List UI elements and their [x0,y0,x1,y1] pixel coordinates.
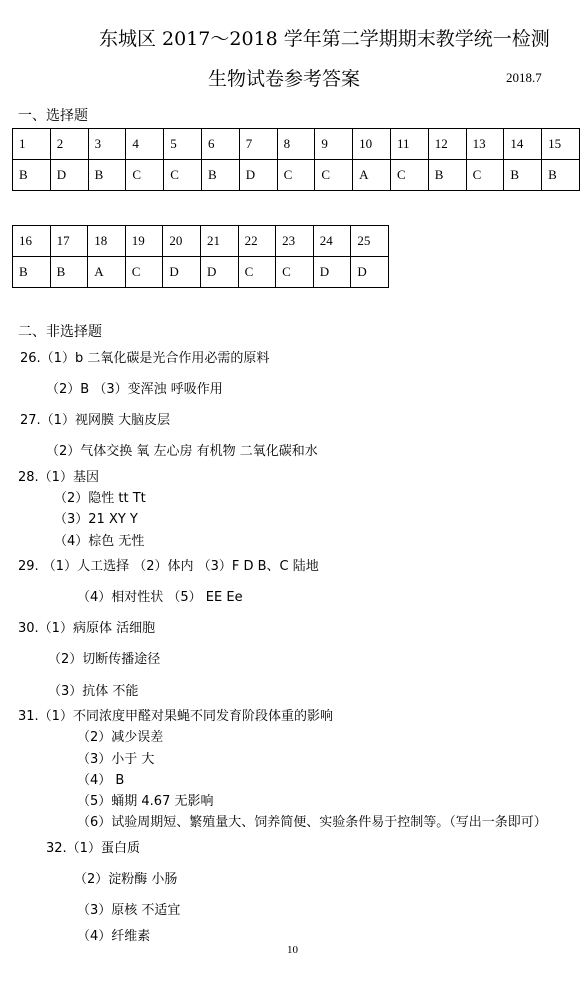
question-number-cell: 23 [276,226,314,257]
answer-line: （2）B （3）变浑浊 呼吸作用 [46,382,223,397]
question-number-cell: 1 [13,129,51,160]
answer-line: （2）气体交换 氧 左心房 有机物 二氧化碳和水 [46,444,318,459]
answer-line: （4）纤维素 [77,929,151,944]
answer-cell: C [126,160,164,191]
question-number-cell: 6 [201,129,239,160]
question-number-cell: 7 [239,129,277,160]
question-number-cell: 19 [125,226,163,257]
answer-line: （3）抗体 不能 [48,684,139,699]
question-number-cell: 25 [351,226,389,257]
answer-line: 26.（1）b 二氧化碳是光合作用必需的原料 [20,351,270,366]
answer-line: （4）棕色 无性 [54,534,145,549]
answer-cell: B [13,257,51,288]
question-number-cell: 13 [466,129,504,160]
answer-line: 32.（1）蛋白质 [46,841,140,856]
answer-line: （2）隐性 tt Tt [54,491,146,506]
question-number-cell: 10 [353,129,391,160]
question-number-cell: 2 [50,129,88,160]
question-number-cell: 24 [313,226,351,257]
document-date: 2018.7 [506,70,542,85]
question-number-cell: 17 [50,226,88,257]
answer-cell: B [88,160,126,191]
answer-line: （3）原核 不适宜 [77,903,181,918]
answer-cell: A [88,257,126,288]
question-number-cell: 8 [277,129,315,160]
answer-cell: D [239,160,277,191]
answer-cell: D [200,257,238,288]
answer-cell: C [238,257,276,288]
answer-line: 29. （1）人工选择 （2）体内 （3）F D B、C 陆地 [18,559,319,574]
question-number-row [13,226,389,257]
answer-line: （4）相对性状 （5） EE Ee [77,590,243,605]
document-title: 东城区 2017～2018 学年第二学期期末教学统一检测 [99,28,550,50]
answer-line: （4） B [77,773,125,788]
answer-line: （2）减少误差 [77,730,164,745]
answer-line: 30.（1）病原体 活细胞 [18,621,156,636]
answer-cell: C [277,160,315,191]
answer-line: 28.（1）基因 [18,470,99,485]
answer-cell: C [466,160,504,191]
page-number: 10 [287,944,298,956]
answer-line: （3）小于 大 [77,752,155,767]
question-number-cell: 16 [13,226,51,257]
answer-cell: B [13,160,51,191]
answer-line: 31.（1）不同浓度甲醛对果蝇不同发育阶段体重的影响 [18,709,333,724]
answer-cell: C [276,257,314,288]
answer-table-1 [12,128,580,191]
answer-cell: D [163,257,201,288]
answer-table-2 [12,225,389,288]
section-title-non-choice: 二、非选择题 [18,324,102,340]
answer-cell: C [125,257,163,288]
answer-cell: A [353,160,391,191]
question-number-cell: 22 [238,226,276,257]
answer-row [13,160,580,191]
answer-cell: B [504,160,542,191]
answer-line: 27.（1）视网膜 大脑皮层 [20,413,171,428]
question-number-cell: 20 [163,226,201,257]
question-number-cell: 3 [88,129,126,160]
question-number-cell: 15 [542,129,580,160]
answer-cell: B [428,160,466,191]
question-number-cell: 9 [315,129,353,160]
answer-cell: C [390,160,428,191]
question-number-cell: 21 [200,226,238,257]
answer-line: （5）蛹期 4.67 无影响 [77,794,214,809]
answer-cell: D [351,257,389,288]
answer-cell: C [164,160,202,191]
section-title-multiple-choice: 一、选择题 [18,108,88,124]
question-number-row [13,129,580,160]
question-number-cell: 5 [164,129,202,160]
question-number-cell: 4 [126,129,164,160]
answer-row [13,257,389,288]
answer-line: （2）切断传播途径 [48,652,161,667]
answer-line: （3）21 XY Y [54,512,138,527]
answer-cell: B [542,160,580,191]
document-subtitle: 生物试卷参考答案 [208,68,361,90]
answer-cell: D [313,257,351,288]
question-number-cell: 18 [88,226,126,257]
answer-line: （2）淀粉酶 小肠 [74,872,178,887]
answer-cell: C [315,160,353,191]
question-number-cell: 14 [504,129,542,160]
answer-cell: B [50,257,88,288]
question-number-cell: 12 [428,129,466,160]
answer-cell: D [50,160,88,191]
answer-cell: B [201,160,239,191]
question-number-cell: 11 [390,129,428,160]
answer-line: （6）试验周期短、繁殖量大、饲养简便、实验条件易于控制等。（写出一条即可） [77,815,547,830]
